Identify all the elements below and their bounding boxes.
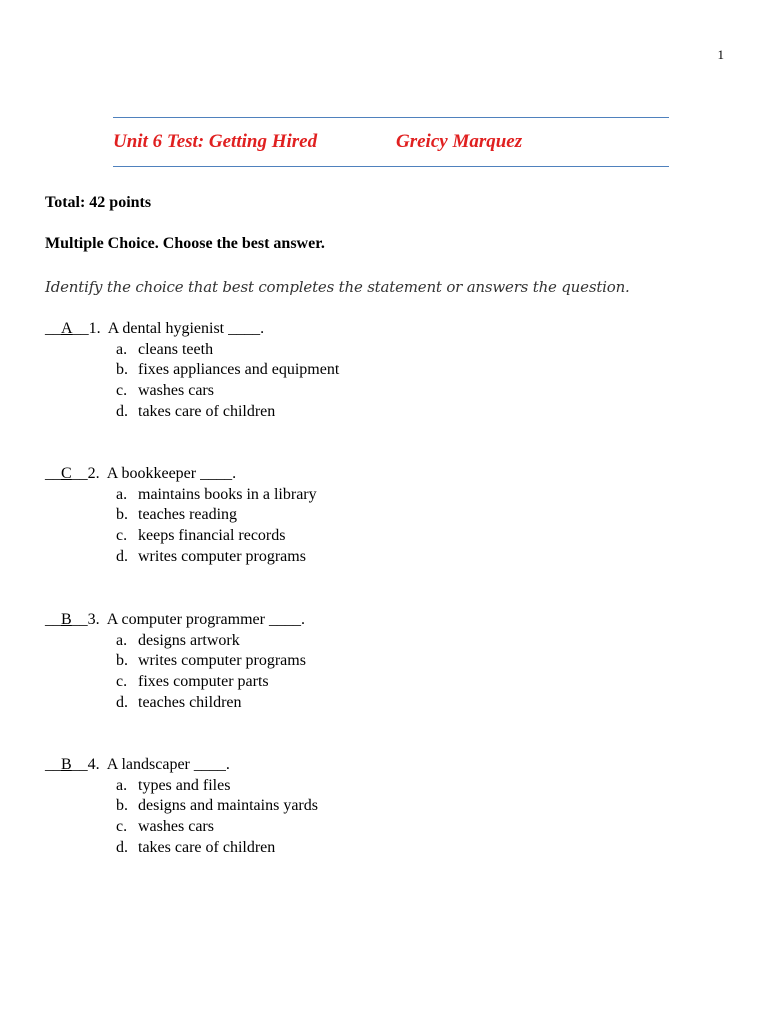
question-stem: A computer programmer ____. (106, 611, 305, 628)
option-text: fixes computer parts (138, 673, 269, 691)
option-text: maintains books in a library (138, 485, 317, 503)
option-letter: b. (116, 652, 128, 670)
option-text: designs artwork (138, 631, 240, 649)
section-heading: Multiple Choice. Choose the best answer. (45, 235, 325, 252)
answer-blank-left: __ (45, 756, 61, 773)
option-list (45, 631, 645, 714)
option-letter: b. (116, 797, 128, 815)
header-top-rule (113, 117, 669, 118)
option-letter: a. (116, 631, 128, 649)
option-letter: c. (116, 818, 128, 836)
option-text: designs and maintains yards (138, 797, 318, 815)
question-stem-line (45, 610, 645, 631)
option-letter: d. (116, 838, 128, 856)
option-item (45, 817, 645, 838)
option-text: cleans teeth (138, 340, 214, 358)
question-number: 4. (87, 756, 100, 773)
option-text: writes computer programs (138, 547, 306, 565)
option-text: takes care of children (138, 838, 276, 856)
option-text: washes cars (138, 382, 214, 400)
option-text: types and files (138, 776, 231, 794)
option-text: fixes appliances and equipment (138, 361, 340, 379)
option-item (45, 402, 645, 423)
page-number: 1 (717, 47, 724, 62)
answer-blank-right: __ (72, 320, 89, 337)
option-text: takes care of children (138, 402, 276, 420)
option-item (45, 526, 645, 547)
option-item (45, 360, 645, 381)
option-text: teaches reading (138, 506, 238, 524)
question-number: 3. (87, 611, 100, 628)
option-list (45, 340, 645, 423)
question-3 (45, 610, 645, 714)
question-number: 2. (87, 465, 100, 482)
option-letter: b. (116, 361, 128, 379)
option-list (45, 776, 645, 859)
option-letter: d. (116, 547, 128, 565)
option-item (45, 693, 645, 714)
answer-blank-left: __ (45, 465, 61, 482)
question-stem: A landscaper ____. (106, 756, 230, 773)
answer-letter: A (61, 320, 73, 337)
option-text: keeps financial records (138, 527, 286, 545)
answer-letter: C (61, 465, 72, 482)
student-name: Greicy Marquez (396, 131, 523, 152)
option-item (45, 340, 645, 361)
option-item (45, 547, 645, 568)
option-item (45, 672, 645, 693)
option-item (45, 776, 645, 797)
question-stem: A dental hygienist ____. (107, 320, 265, 337)
option-letter: a. (116, 485, 128, 503)
option-item (45, 631, 645, 652)
question-1 (45, 319, 645, 423)
option-letter: c. (116, 527, 128, 545)
option-item (45, 651, 645, 672)
option-text: washes cars (138, 818, 214, 836)
option-letter: c. (116, 382, 128, 400)
option-list (45, 485, 645, 568)
option-letter: c. (116, 673, 128, 691)
question-4 (45, 755, 645, 859)
option-item (45, 381, 645, 402)
total-points: Total: 42 points (45, 194, 152, 211)
answer-blank-right: __ (71, 756, 88, 773)
option-item (45, 505, 645, 526)
question-2 (45, 464, 645, 568)
answer-blank-left: __ (45, 320, 61, 337)
question-stem-line (45, 464, 645, 485)
question-number: 1. (88, 320, 101, 337)
answer-blank-right: __ (71, 465, 88, 482)
option-item (45, 485, 645, 506)
option-letter: d. (116, 693, 128, 711)
option-letter: a. (116, 340, 128, 358)
option-text: teaches children (138, 693, 242, 711)
question-stem-line (45, 755, 645, 776)
option-letter: d. (116, 402, 128, 420)
answer-blank-left: __ (45, 611, 61, 628)
test-title: Unit 6 Test: Getting Hired (113, 131, 318, 152)
option-item (45, 796, 645, 817)
answer-letter: B (61, 756, 72, 773)
answer-letter: B (61, 611, 72, 628)
header-bottom-rule (113, 166, 669, 167)
question-stem: A bookkeeper ____. (106, 465, 237, 482)
question-stem-line (45, 319, 645, 340)
option-letter: b. (116, 506, 128, 524)
answer-blank-right: __ (71, 611, 88, 628)
option-letter: a. (116, 776, 128, 794)
option-text: writes computer programs (138, 652, 306, 670)
option-item (45, 838, 645, 859)
instructions: Identify the choice that best completes the statement or answers the question. (45, 278, 630, 296)
